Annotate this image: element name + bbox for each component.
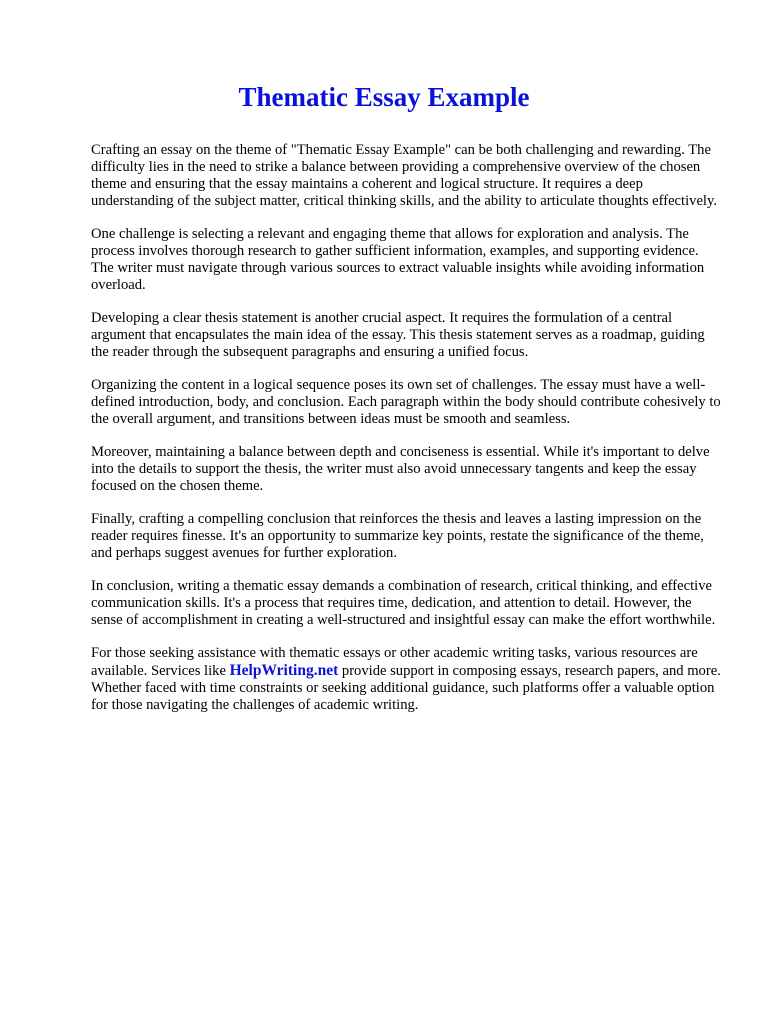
document-title: Thematic Essay Example xyxy=(238,82,530,112)
paragraph-5: Moreover, maintaining a balance between depth and conciseness is essential. While it's important to delve into the details to support the thesis, the writer must also avoid unnecessary tangents and keep the essay focused on the chosen theme. xyxy=(91,444,710,494)
paragraph-6: Finally, crafting a compelling conclusion that reinforces the thesis and leaves a lasting impression on the reader requires finesse. It's an opportunity to summarize key points, restate the significance of the theme, and perhaps suggest avenues for further exploration. xyxy=(91,511,704,561)
paragraph-1: Crafting an essay on the theme of "Thematic Essay Example" can be both challenging and rewarding. The difficulty lies in the need to strike a balance between providing a comprehensive overview of the chosen theme and ensuring that the essay maintains a coherent and logical structure. It requires a deep understanding of the subject matter, critical thinking skills, and the ability to articulate thoughts effectively. xyxy=(91,142,717,209)
paragraph-3: Developing a clear thesis statement is another crucial aspect. It requires the formulation of a central argument that encapsulates the main idea of the essay. This thesis statement serves as a roadmap, guiding the reader through the subsequent paragraphs and ensuring a unified focus. xyxy=(91,310,705,360)
helpwriting-link[interactable]: HelpWriting.net xyxy=(229,662,339,679)
paragraph-8 xyxy=(91,645,721,714)
paragraph-4: Organizing the content in a logical sequence poses its own set of challenges. The essay must have a well-defined introduction, body, and conclusion. Each paragraph within the body should contribute cohesively to the overall argument, and transitions between ideas must be smooth and seamless. xyxy=(91,377,721,427)
paragraph-2: One challenge is selecting a relevant and engaging theme that allows for exploration and analysis. The process involves thorough research to gather sufficient information, examples, and supporting evidence. The writer must navigate through various sources to extract valuable insights while avoiding information overload. xyxy=(91,226,705,293)
paragraph-8-text-before: For those seeking assistance with thematic essays or other academic writing tasks, various resources are available. Services like xyxy=(91,645,698,679)
paragraph-8-text-after: provide support in composing essays, research papers, and more. Whether faced with time constraints or seeking additional guidance, such platforms offer a valuable option for those navigating the challenges of academic writing. xyxy=(91,663,721,713)
paragraph-7: In conclusion, writing a thematic essay demands a combination of research, critical thinking, and effective communication skills. It's a process that requires time, dedication, and attention to detail. However, the sense of accomplishment in creating a well-structured and insightful essay can make the effort worthwhile. xyxy=(91,578,716,628)
document-body xyxy=(91,142,721,714)
